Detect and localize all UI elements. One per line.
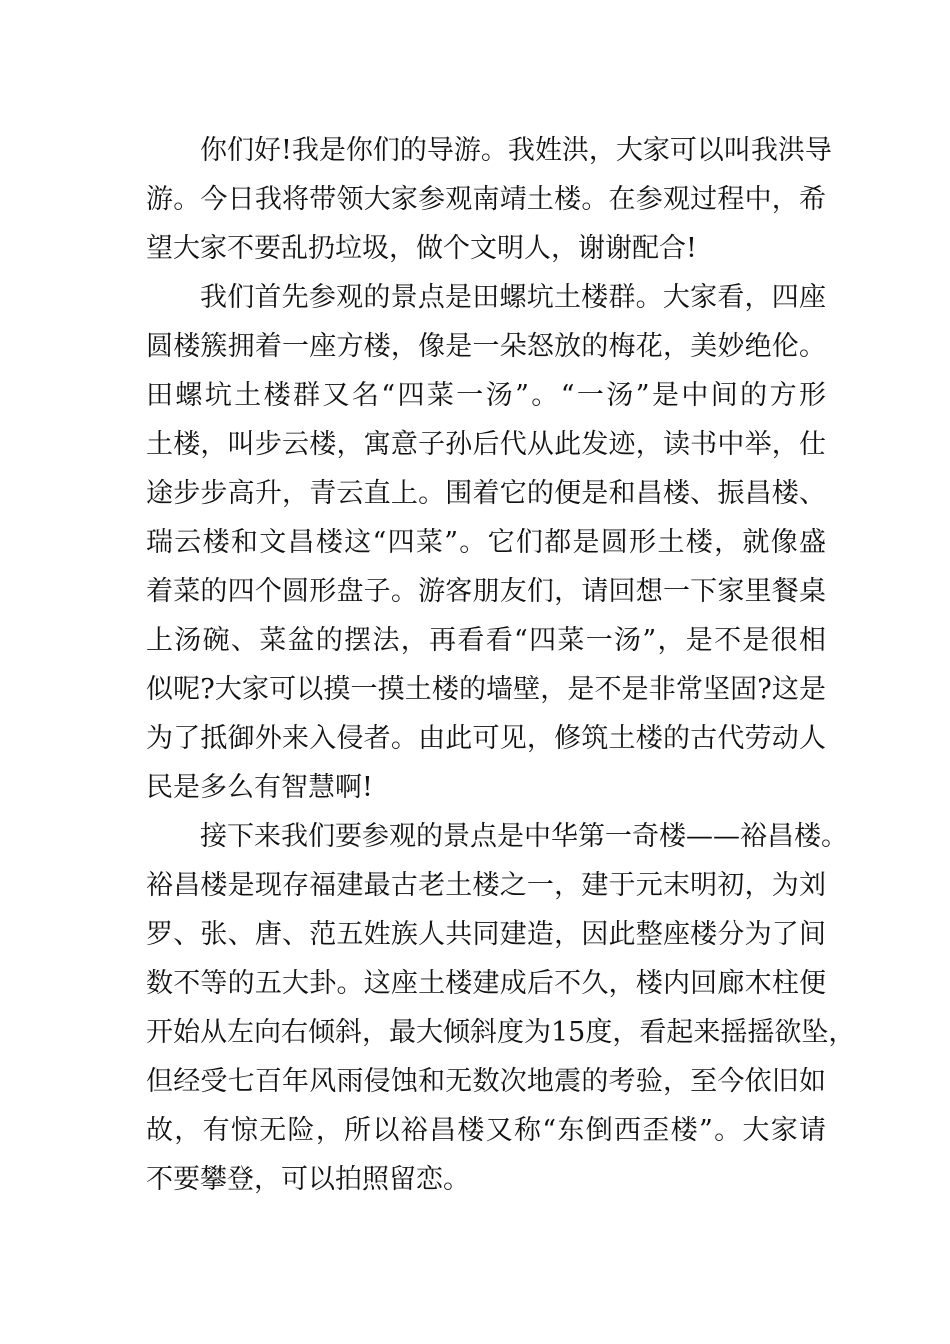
text-line: 数不等的五大卦。这座土楼建成后不久，楼内回廊木柱便 xyxy=(146,968,826,999)
text-line: 上汤碗、菜盆的摆法，再看看“四菜一汤”，是不是很相 xyxy=(146,625,826,656)
text-line: 罗、张、唐、范五姓族人共同建造，因此整座楼分为了间 xyxy=(146,919,826,950)
text-line: 游。今日我将带领大家参观南靖土楼。在参观过程中，希 xyxy=(146,184,826,215)
text-line: 望大家不要乱扔垃圾，做个文明人，谢谢配合! xyxy=(146,233,697,264)
text-line: 故，有惊无险，所以裕昌楼又称“东倒西歪楼”。大家请 xyxy=(146,1115,826,1146)
paragraph-greeting xyxy=(146,126,832,273)
paragraph-yuchang xyxy=(146,812,856,1204)
text-line: 不要攀登，可以拍照留恋。 xyxy=(146,1164,470,1195)
text-line: 但经受七百年风雨侵蚀和无数次地震的考验，至今依旧如 xyxy=(146,1066,826,1097)
text-line: 为了抵御外来入侵者。由此可见，修筑土楼的古代劳动人 xyxy=(146,723,826,754)
text-line: 圆楼簇拥着一座方楼，像是一朵怒放的梅花，美妙绝伦。 xyxy=(146,331,826,362)
document-body xyxy=(146,126,856,1204)
text-line: 裕昌楼是现存福建最古老土楼之一，建于元末明初，为刘 xyxy=(146,870,826,901)
text-line: 你们好!我是你们的导游。我姓洪，大家可以叫我洪导 xyxy=(200,135,832,166)
text-line: 开始从左向右倾斜，最大倾斜度为15度，看起来摇摇欲坠， xyxy=(146,1017,856,1048)
text-line: 似呢?大家可以摸一摸土楼的墙壁，是不是非常坚固?这是 xyxy=(146,674,826,705)
text-line: 我们首先参观的景点是田螺坑土楼群。大家看，四座 xyxy=(200,282,826,313)
text-line: 民是多么有智慧啊! xyxy=(146,772,373,803)
text-line: 着菜的四个圆形盘子。游客朋友们，请回想一下家里餐桌 xyxy=(146,576,826,607)
text-line: 田螺坑土楼群又名“四菜一汤”。“一汤”是中间的方形 xyxy=(146,380,826,411)
text-line: 途步步高升，青云直上。围着它的便是和昌楼、振昌楼、 xyxy=(146,478,826,509)
text-line: 土楼，叫步云楼，寓意子孙后代从此发迹，读书中举，仕 xyxy=(146,429,826,460)
paragraph-tianluokeng xyxy=(146,273,826,812)
text-line: 接下来我们要参观的景点是中华第一奇楼——裕昌楼。 xyxy=(200,821,848,852)
text-line: 瑞云楼和文昌楼这“四菜”。它们都是圆形土楼，就像盛 xyxy=(146,527,826,558)
